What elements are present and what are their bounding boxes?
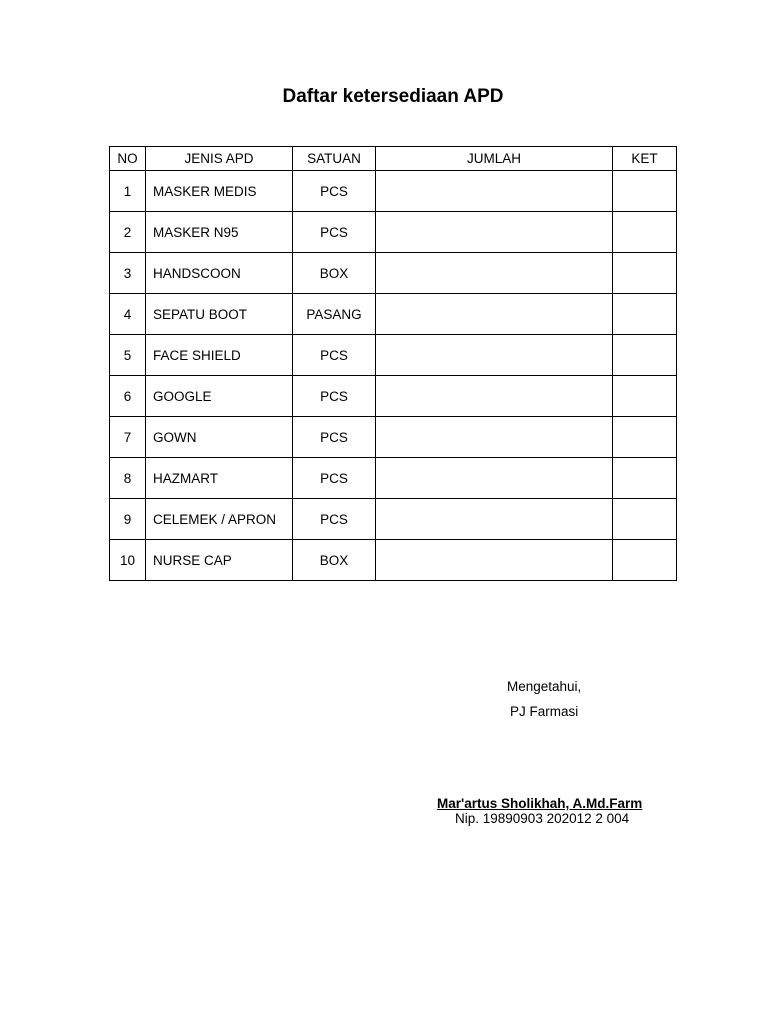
signatory-nip: Nip. 19890903 202012 2 004 — [455, 811, 630, 826]
cell-jenis-apd: GOWN — [146, 417, 293, 458]
document-title: Daftar ketersediaan APD — [282, 86, 504, 107]
cell-satuan: PCS — [293, 171, 376, 212]
cell-ket — [613, 294, 677, 335]
cell-ket — [613, 171, 677, 212]
table-row — [110, 540, 677, 581]
cell-no: 9 — [110, 499, 146, 540]
cell-ket — [613, 335, 677, 376]
cell-jumlah — [376, 376, 613, 417]
cell-jumlah — [376, 212, 613, 253]
signature-role-label: PJ Farmasi — [510, 704, 579, 719]
table-row — [110, 499, 677, 540]
cell-jumlah — [376, 335, 613, 376]
cell-jenis-apd: MASKER N95 — [146, 212, 293, 253]
table-row — [110, 417, 677, 458]
header-jenis-apd: JENIS APD — [146, 147, 293, 171]
cell-ket — [613, 253, 677, 294]
cell-satuan: BOX — [293, 253, 376, 294]
cell-ket — [613, 376, 677, 417]
cell-no: 8 — [110, 458, 146, 499]
table-row — [110, 253, 677, 294]
cell-satuan: BOX — [293, 540, 376, 581]
cell-ket — [613, 458, 677, 499]
cell-jumlah — [376, 540, 613, 581]
cell-jumlah — [376, 294, 613, 335]
cell-jumlah — [376, 458, 613, 499]
header-satuan: SATUAN — [293, 147, 376, 171]
cell-jenis-apd: GOOGLE — [146, 376, 293, 417]
cell-ket — [613, 212, 677, 253]
cell-jenis-apd: NURSE CAP — [146, 540, 293, 581]
cell-jumlah — [376, 417, 613, 458]
cell-satuan: PCS — [293, 458, 376, 499]
header-ket: KET — [613, 147, 677, 171]
cell-ket — [613, 499, 677, 540]
cell-no: 4 — [110, 294, 146, 335]
cell-no: 6 — [110, 376, 146, 417]
cell-jumlah — [376, 253, 613, 294]
cell-no: 7 — [110, 417, 146, 458]
cell-no: 5 — [110, 335, 146, 376]
signature-acknowledged-label: Mengetahui, — [507, 679, 582, 694]
cell-satuan: PCS — [293, 417, 376, 458]
cell-jenis-apd: MASKER MEDIS — [146, 171, 293, 212]
table-row — [110, 294, 677, 335]
table-row — [110, 212, 677, 253]
cell-satuan: PCS — [293, 499, 376, 540]
cell-no: 2 — [110, 212, 146, 253]
cell-jenis-apd: HAZMART — [146, 458, 293, 499]
cell-satuan: PCS — [293, 376, 376, 417]
apd-table — [109, 146, 677, 581]
table-row — [110, 458, 677, 499]
table-row — [110, 335, 677, 376]
cell-jenis-apd: SEPATU BOOT — [146, 294, 293, 335]
cell-ket — [613, 417, 677, 458]
cell-satuan: PASANG — [293, 294, 376, 335]
signatory-name: Mar'artus Sholikhah, A.Md.Farm — [437, 796, 643, 811]
cell-ket — [613, 540, 677, 581]
cell-satuan: PCS — [293, 212, 376, 253]
cell-jumlah — [376, 499, 613, 540]
table-header-row — [110, 147, 677, 171]
header-no: NO — [110, 147, 146, 171]
cell-jenis-apd: CELEMEK / APRON — [146, 499, 293, 540]
cell-jumlah — [376, 171, 613, 212]
cell-jenis-apd: FACE SHIELD — [146, 335, 293, 376]
cell-no: 1 — [110, 171, 146, 212]
cell-jenis-apd: HANDSCOON — [146, 253, 293, 294]
table-row — [110, 376, 677, 417]
cell-no: 10 — [110, 540, 146, 581]
cell-satuan: PCS — [293, 335, 376, 376]
table-row — [110, 171, 677, 212]
header-jumlah: JUMLAH — [376, 147, 613, 171]
cell-no: 3 — [110, 253, 146, 294]
